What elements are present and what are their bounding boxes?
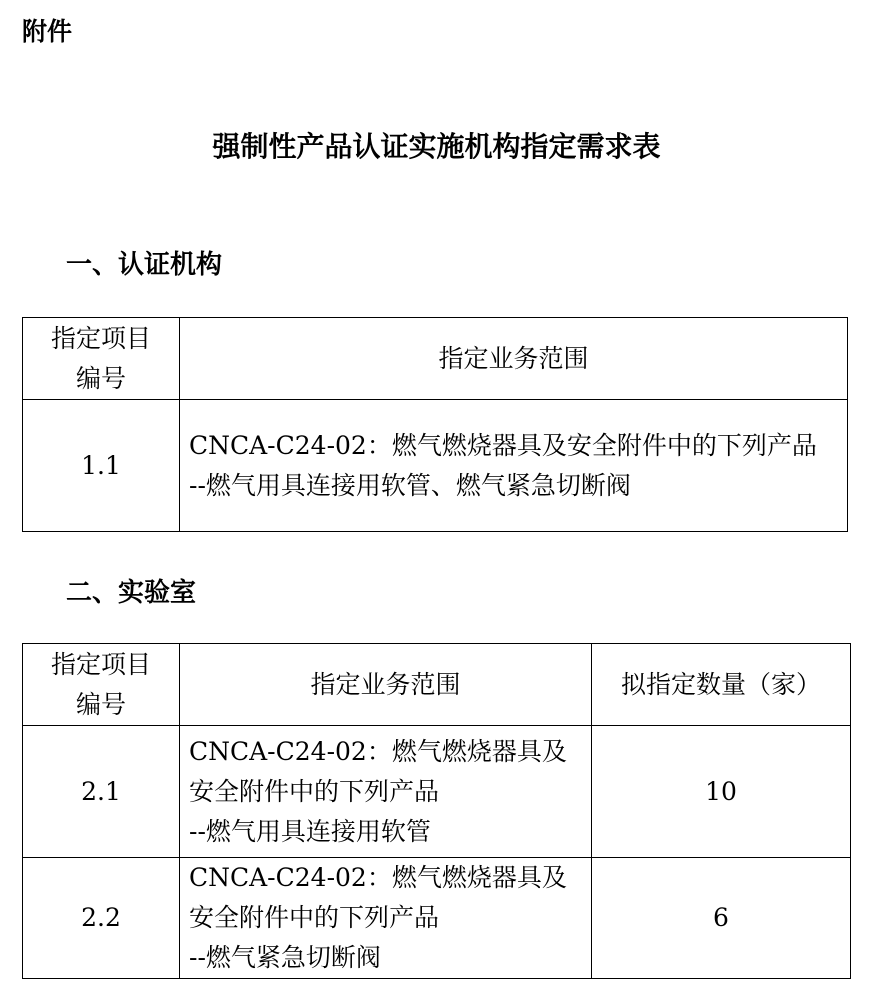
scope-line-3: --燃气用具连接用软管	[189, 816, 431, 846]
row-scope	[180, 726, 592, 858]
scope-line-1: CNCA-C24-02：燃气燃烧器具及	[189, 736, 567, 766]
row-scope	[180, 400, 848, 532]
header-quantity: 拟指定数量（家）	[592, 644, 851, 726]
section-heading-laboratory: 二、实验室	[66, 578, 197, 608]
row-scope	[180, 858, 592, 979]
table-header-row	[23, 644, 851, 726]
certification-body-table	[22, 317, 848, 532]
header-item-number	[23, 644, 180, 726]
table-row	[23, 726, 851, 858]
laboratory-table	[22, 643, 851, 979]
scope-line-2: 安全附件中的下列产品	[189, 776, 440, 806]
scope-line-3: --燃气紧急切断阀	[189, 943, 381, 972]
scope-line-1: CNCA-C24-02：燃气燃烧器具及安全附件中的下列产品	[189, 430, 817, 460]
header-scope: 指定业务范围	[180, 644, 592, 726]
header-item-number-line-1: 指定项目	[50, 323, 151, 353]
row-quantity: 10	[592, 726, 851, 858]
scope-line-2: --燃气用具连接用软管、燃气紧急切断阀	[189, 470, 631, 500]
scope-line-2: 安全附件中的下列产品	[189, 903, 440, 932]
table-row	[23, 400, 848, 532]
scope-line-1: CNCA-C24-02：燃气燃烧器具及	[189, 863, 567, 892]
header-item-number-line-2: 编号	[75, 363, 126, 393]
header-item-number-line-1: 指定项目	[50, 649, 151, 679]
table-row	[23, 858, 851, 979]
header-item-number	[23, 318, 180, 400]
header-item-number-line-2: 编号	[75, 689, 126, 719]
table-header-row	[23, 318, 848, 400]
document-title: 强制性产品认证实施机构指定需求表	[212, 130, 661, 163]
section-heading-certification-body: 一、认证机构	[66, 250, 223, 280]
row-item-number: 2.2	[23, 858, 180, 979]
row-item-number: 2.1	[23, 726, 180, 858]
attachment-label: 附件	[22, 17, 73, 46]
row-quantity: 6	[592, 858, 851, 979]
row-item-number: 1.1	[23, 400, 180, 532]
header-scope: 指定业务范围	[180, 318, 848, 400]
